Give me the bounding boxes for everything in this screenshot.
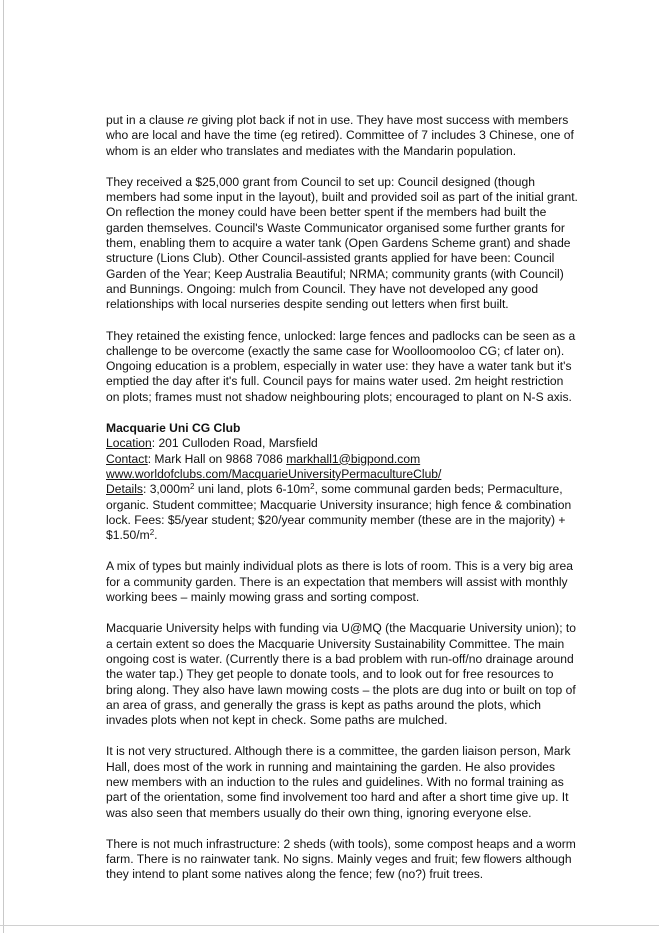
paragraph-structure: It is not very structured. Although there is a committee, the garden liaison person, Mark Hall, does most of the work in running and maintaining the garden. He also provides new members with an induction to the rules and guidelines. With no formal training as part of the orientation, some find involvement too hard and after a short time give up. It was also seen that members usually do their own thing, ignoring everyone else. <box>106 744 571 820</box>
superscript: 2 <box>190 482 195 492</box>
location-value: : 201 Culloden Road, Marsfield <box>151 436 318 451</box>
contact-label: Contact <box>106 451 148 466</box>
paragraph-grant: They received a $25,000 grant from Council to set up: Council designed (though members had some input in the layout), built and provided soil as part of the initial grant. On reflection the money could have been better spent if the members had built the garden themselves. Council's Waste Communicator organised some further grants for them, enabling them to acquire a water tank (Open Gardens Scheme grant) and shade structure (Lions Club). Other Council-assisted grants applied for have been: Council Garden of the Year; Keep Australia Beautiful; NRMA; community grants (with Council) and Bunnings. Ongoing: mulch from Council. They have not developed any good relationships with local nurseries despite sending out letters when first built. <box>106 174 578 312</box>
contact-line <box>106 452 578 467</box>
location-label: Location <box>106 436 152 451</box>
paragraph-text: put in a clause <box>106 113 188 127</box>
section-heading: Macquarie Uni CG Club <box>106 421 241 436</box>
details-block <box>106 482 578 543</box>
details-label: Details <box>106 482 143 497</box>
paragraph-fence: They retained the existing fence, unlocked: large fences and padlocks can be seen as a challenge to be overcome (exactly the same case for Woolloomooloo CG; cf later on). Ongoing education is a problem, especially in water use: they have a water tank but it's emptied the day after it's full. Council pays for mains water used. 2m height restriction on plots; frames must not shadow neighbouring plots; encouraged to plant on N-S axis. <box>106 328 576 404</box>
details-text: . <box>154 528 158 543</box>
details-text: , some communal garden beds; Permaculture, organic. Student committee; Macquarie University insurance; high fence & combination lock. Fees: $5/year student; $20/year community member (these are in the majority) + $1.50/m <box>106 482 572 543</box>
club-section <box>106 421 578 543</box>
paragraph-funding: Macquarie University helps with funding via U@MQ (the Macquarie University union); to a certain extent so does the Macquarie University Sustainability Committee. The main ongoing cost is water. (Currently there is a bad problem with run-off/no drainage around the water tap.) They get people to donate tools, and to look out for free resources to bring along. They also have lawn mowing costs – the plots are dug into or built on top of an area of grass, and generally the grass is kept as paths around the plots, which invades plots when not kept in check. Some paths are mulched. <box>106 621 577 728</box>
italic-word: re <box>187 113 199 127</box>
superscript: 2 <box>310 482 315 492</box>
website-link[interactable]: www.worldofclubs.com/MacquarieUniversityPermacultureClub/ <box>106 466 442 481</box>
contact-value: : Mark Hall on 9868 7086 <box>147 451 287 466</box>
details-text: : 3,000m <box>142 482 191 497</box>
spacer <box>106 543 578 559</box>
contact-email-link[interactable]: markhall1@bigpond.com <box>286 451 421 466</box>
details-text: uni land, plots 6-10m <box>194 482 311 497</box>
paragraph-membership <box>106 113 578 159</box>
scan-left-edge <box>3 0 4 933</box>
paragraph-text: giving plot back if not in use. They have most success with members who are local and have the time (eg retired). Committee of 7 includes 3 Chinese, one of whom is an elder who translates and mediates with the Mandarin population. <box>106 113 574 158</box>
paragraph-types: A mix of types but mainly individual plots as there is lots of room. This is a very big area for a community garden. There is an expectation that members will assist with monthly working bees – mainly mowing grass and sorting compost. <box>106 559 573 605</box>
superscript: 2 <box>149 528 155 538</box>
page-content <box>106 113 578 899</box>
location-line <box>106 436 578 451</box>
scan-bottom-edge <box>0 925 659 926</box>
paragraph-infrastructure: There is not much infrastructure: 2 sheds (with tools), some compost heaps and a worm farm. There is no rainwater tank. No signs. Mainly veges and fruit; few flowers although they intend to plant some natives along the fence; few (no?) fruit trees. <box>106 836 576 882</box>
